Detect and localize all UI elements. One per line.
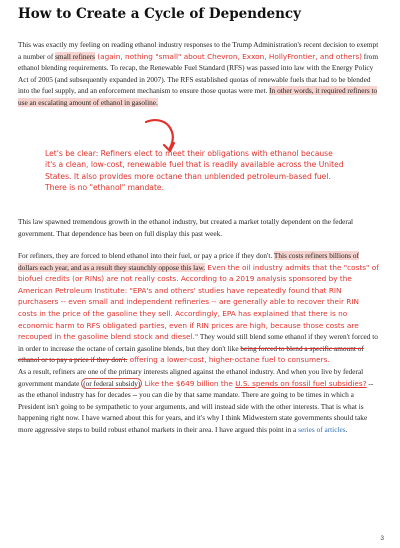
p4-text-2: -- as the ethanol industry has for decades -- you can die by that same mandate. There are going to be times in which a President isn't going to be sympathetic to your arguments, and will instead side with the other interests. That is what is happening right now. I have warned about this for years, and it's why I think Midwestern state governments should take more aggressive steps to build robust ethanol markets in their area. I have argued this point in a xyxy=(18,378,374,434)
handwritten-annotation-block: Let's be clear: Refiners elect to meet their obligations with ethanol because it's a clean, low-cost, renewable fuel that is readily available across the United States. It also provides more octane than unblended petroleum-based fuel. There is no "ethanol" mandate. xyxy=(45,149,344,193)
paragraph-3 xyxy=(18,250,380,365)
small-refiners-highlight: small refiners xyxy=(55,51,96,61)
handwritten-note-lower-cost: offering a lower-cost, higher-octane fuel to consumers. xyxy=(127,355,330,365)
p3-highlight: This costs refiners billions of dollars each year, and as a result they staunchly oppose this law. xyxy=(18,251,360,272)
p1-text-1: This was exactly my feeling on reading ethanol industry responses to the Trump Administration's recent decision to exempt a number of xyxy=(18,40,379,61)
handwritten-note-subsidies: Like the $649 billion the xyxy=(142,378,236,388)
struck-text: being forced to blend a specific amount of ethanol or to pay a price if they don't. xyxy=(18,343,364,365)
page-title: How to Create a Cycle of Dependency xyxy=(18,6,301,22)
p4-text-1: As a result, refiners are one of the primary interests aligned against the ethanol industry. And when you live by federal government mandate xyxy=(18,367,364,388)
page-number: 3 xyxy=(380,535,384,542)
federal-subsidy-circled: (or federal subsidy) xyxy=(83,378,141,388)
p3-text-1: For refiners, they are forced to blend ethanol into their fuel, or pay a price if they don't. xyxy=(18,251,274,260)
handwritten-note-rin-costs: Even the oil industry admits that the "costs" of biofuel credits (or RINs) are not really costs. According to a 2019 analysis sponsored by the American Petroleum Institute: "EPA's and others' studies have repeatedly found that RIN purchasers -- even small and independent refineries -- are generally able to recover their RIN costs in the price of the gasoline they sell. Accordingly, EPA has explained that there is no economic harm to RFS obligated parties, even if RIN prices are high, because those costs are recouped in the gasoline blend stock and diesel." xyxy=(18,262,379,342)
series-of-articles-link[interactable]: series of articles xyxy=(298,424,346,434)
p4-text-3: . xyxy=(345,424,348,434)
p3-text-2: They would still blend some ethanol if they weren't forced to in order to increase the octane of certain gasoline blends, but they don't like xyxy=(18,332,378,353)
subsidies-underlined-note: U.S. spends on fossil fuel subsidies? xyxy=(235,378,367,388)
paragraph-4 xyxy=(18,366,380,460)
paragraph-2: This law spawned tremendous growth in the ethanol industry, but created a market totally dependent on the federal government. That dependence has been on full display this past week. xyxy=(18,217,354,238)
p1-highlight: In other words, it required refiners to use an escalating amount of ethanol in gasoline. xyxy=(18,86,378,107)
paragraph-1 xyxy=(18,39,380,133)
p1-text-2: from ethanol blending requirements. To recap, the Renewable Fuel Standard (RFS) was passed into law with the Energy Policy Act of 2005 (and subsequently expanded in 2007). The RFS established quotas of renewable fuels that had to be blended into the fuel supply, and an enforcement mechanism to ensure those quotas were met. xyxy=(18,51,378,96)
handwritten-note-small-refiners: (again, nothing "small" about Chevron, Exxon, HollyFrontier, and others) xyxy=(95,51,362,61)
